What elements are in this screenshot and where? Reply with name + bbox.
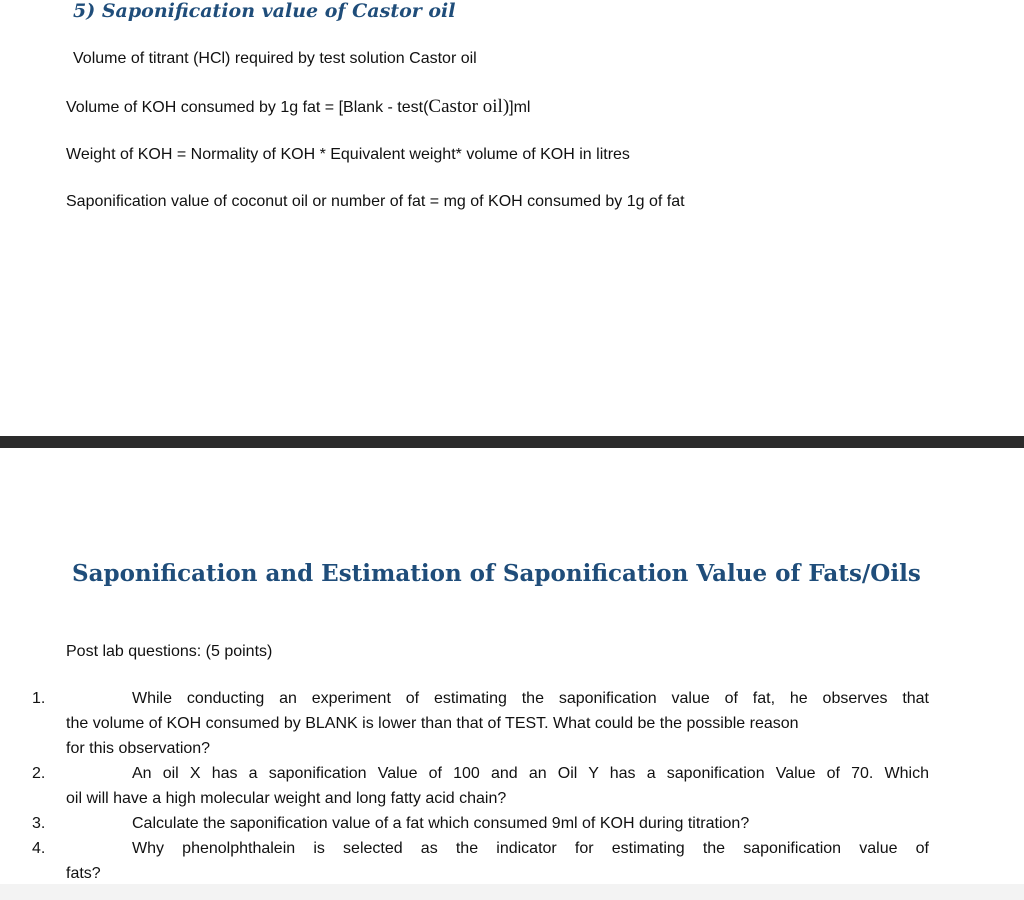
- koh-volume-text-b: Castor oil): [428, 96, 510, 117]
- question-text-line: While conducting an experiment of estimating the saponification value of fat, he observes that: [132, 690, 929, 707]
- lab-heading: Saponification and Estimation of Saponification Value of Fats/Oils: [72, 560, 921, 587]
- page-divider: [0, 436, 1024, 448]
- question-number: 2.: [32, 765, 46, 782]
- question-number: 4.: [32, 840, 46, 857]
- titrant-volume-line: Volume of titrant (HCl) required by test solution Castor oil: [73, 50, 477, 67]
- question-text-line: for this observation?: [66, 740, 211, 757]
- question-text-line: the volume of KOH consumed by BLANK is lower than that of TEST. What could be the possible reason: [66, 715, 799, 732]
- question-text-line: fats?: [66, 865, 101, 882]
- section-title: 5) Saponification value of Castor oil: [73, 0, 456, 22]
- koh-volume-text-c: ]ml: [509, 99, 531, 116]
- koh-weight-line: Weight of KOH = Normality of KOH * Equivalent weight* volume of KOH in litres: [66, 146, 630, 163]
- saponification-value-line: Saponification value of coconut oil or number of fat = mg of KOH consumed by 1g of fat: [66, 193, 685, 210]
- question-text-line: Calculate the saponification value of a fat which consumed 9ml of KOH during titration?: [132, 815, 750, 832]
- question-text-line: oil will have a high molecular weight and long fatty acid chain?: [66, 790, 507, 807]
- question-number: 3.: [32, 815, 46, 832]
- question-text-line: An oil X has a saponification Value of 100 and an Oil Y has a saponification Value of 70. Which: [132, 765, 929, 782]
- question-number: 1.: [32, 690, 46, 707]
- bottom-shade: [0, 884, 1024, 900]
- question-text-line: Why phenolphthalein is selected as the indicator for estimating the saponification value of: [132, 840, 929, 857]
- post-lab-label: Post lab questions: (5 points): [66, 643, 273, 660]
- koh-volume-text-a: Volume of KOH consumed by 1g fat = [Blank - test(: [66, 99, 429, 116]
- koh-volume-line: [66, 96, 530, 118]
